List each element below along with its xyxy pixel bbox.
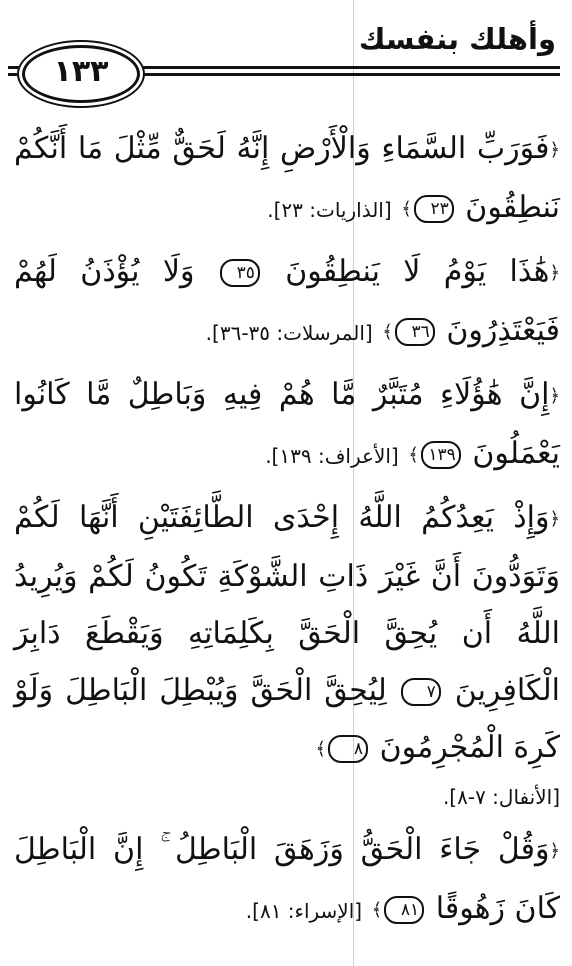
page-number-medallion [22, 45, 140, 103]
ayah-number-marker: ٢٣ [414, 195, 454, 223]
page-body [14, 120, 560, 938]
verse-block [14, 366, 560, 483]
ayah-number-marker: ٧ [401, 678, 441, 706]
verse-words: وَقُلْ جَاءَ الْحَقُّ وَزَهَقَ الْبَاطِلُ ۚ إِنَّ الْبَاطِلَ كَانَ زَهُوقًا [14, 832, 560, 926]
verse-block [14, 243, 560, 360]
verse-text [14, 120, 560, 237]
ayah-number-marker: ٨ [328, 735, 368, 763]
close-bracket-ornament: ﴾ [382, 321, 393, 342]
verse-block [14, 821, 560, 938]
verse-words: وَإِذْ يَعِدُكُمُ اللَّهُ إِحْدَى الطَّائِفَتَيْنِ أَنَّهَا لَكُمْ وَتَوَدُّونَ أَنَّ غَيْرَ ذَاتِ الشَّوْكَةِ تَكُونُ لَكُمْ وَيُرِيدُ اللَّهُ أَن يُحِقَّ الْحَقَّ بِكَلِمَاتِهِ وَيَقْطَعَ دَابِرَ الْكَافِرِينَ [14, 500, 560, 708]
verse-text [14, 821, 560, 938]
verse-words: فَوَرَبِّ السَّمَاءِ وَالْأَرْضِ إِنَّهُ لَحَقٌّ مِّثْلَ مَا أَنَّكُمْ نَنطِقُونَ [14, 131, 560, 225]
open-bracket-ornament: ﴿ [549, 262, 560, 284]
ayah-number-marker: ١٣٩ [421, 441, 461, 469]
verse-text [14, 366, 560, 483]
page-number: ١٣٣ [53, 54, 109, 89]
verse-words: وَلَا يُؤْذَنُ لَهُمْ فَيَعْتَذِرُونَ [14, 254, 560, 348]
page-header [0, 0, 572, 110]
ayah-number-marker: ٨١ [384, 896, 424, 924]
open-bracket-ornament: ﴿ [549, 139, 560, 161]
open-bracket-ornament: ﴿ [549, 385, 560, 407]
close-bracket-ornament: ﴾ [408, 444, 419, 465]
running-title: وأهلك بنفسك [358, 22, 556, 56]
verse-reference: [الإسراء: ٨١]. [245, 898, 363, 923]
verse-reference: [الذاريات: ٢٣]. [267, 197, 392, 222]
verse-words: إِنَّ هَٰؤُلَاءِ مُتَبَّرٌ مَّا هُمْ فِيهِ وَبَاطِلٌ مَّا كَانُوا يَعْمَلُونَ [14, 377, 560, 471]
verse-text [14, 489, 560, 777]
verse-words: هَٰذَا يَوْمُ لَا يَنطِقُونَ [285, 254, 550, 289]
verse-words: لِيُحِقَّ الْحَقَّ وَيُبْطِلَ الْبَاطِلَ وَلَوْ كَرِهَ الْمُجْرِمُونَ [14, 672, 560, 765]
ayah-number-marker: ٣٥ [220, 259, 260, 287]
verse-block [14, 489, 560, 817]
verse-reference: [الأنفال: ٧-٨]. [442, 785, 560, 809]
open-bracket-ornament: ﴿ [549, 840, 560, 862]
verse-text [14, 243, 560, 360]
close-bracket-ornament: ﴾ [315, 738, 327, 759]
close-bracket-ornament: ﴾ [371, 899, 383, 920]
verse-reference: [الأعراف: ١٣٩]. [265, 443, 399, 468]
verse-reference: [المرسلات: ٣٥-٣٦]. [205, 320, 373, 345]
open-bracket-ornament: ﴿ [549, 508, 560, 530]
close-bracket-ornament: ﴾ [401, 198, 412, 219]
verse-block [14, 120, 560, 237]
ayah-number-marker: ٣٦ [395, 318, 435, 346]
